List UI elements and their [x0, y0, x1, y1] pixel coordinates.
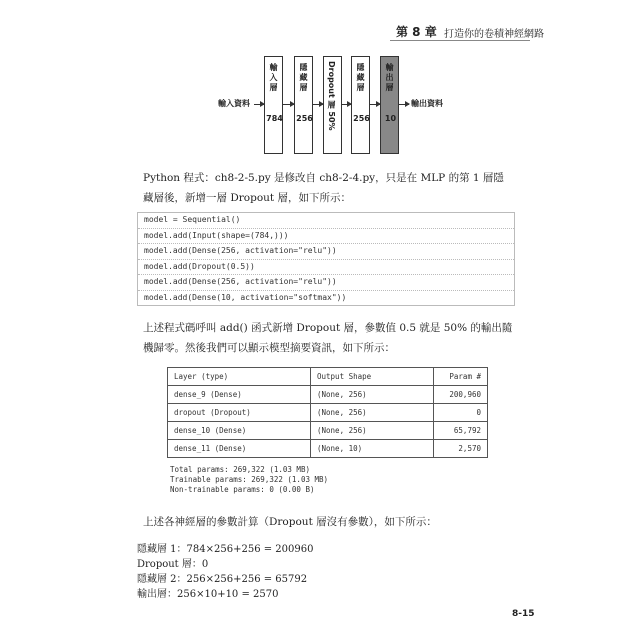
table-header-row — [168, 368, 488, 386]
model-summary-table — [167, 367, 488, 458]
hidden-layer-1-box — [294, 56, 313, 154]
code-block — [137, 212, 515, 306]
layer-arrow — [313, 104, 323, 105]
table-row — [168, 422, 488, 440]
table-cell: (None, 256) — [311, 404, 434, 422]
table-cell: dense_9 (Dense) — [168, 386, 311, 404]
code-line: model.add(Dense(256, activation="relu")) — [138, 244, 514, 260]
trainable-params: Trainable params: 269,322 (1.03 MB) — [170, 475, 329, 484]
table-row — [168, 386, 488, 404]
layer-arrow — [342, 104, 351, 105]
calc-line: 隱藏層 2：256×256+256 = 65792 — [137, 574, 308, 585]
paragraph-params: 上述各神經層的參數計算（Dropout 層沒有參數），如下所示： — [143, 516, 437, 528]
dropout-layer-box — [323, 56, 342, 154]
table-cell: 0 — [434, 404, 488, 422]
table-row — [168, 404, 488, 422]
code-line: model.add(Dense(256, activation="relu")) — [138, 275, 514, 291]
input-data-label: 輸入資料 — [218, 99, 250, 108]
network-diagram — [200, 56, 500, 156]
paragraph-intro: Python 程式：ch8-2-5.py 是修改自 ch8-2-4.py，只是在 MLP 的第 1 層隱藏層後，新增一層 Dropout 層，如下所示： — [143, 172, 504, 204]
output-arrow — [399, 104, 409, 105]
non-trainable-params: Non-trainable params: 0 (0.00 B) — [170, 485, 315, 494]
table-cell: 2,570 — [434, 440, 488, 458]
table-row — [168, 440, 488, 458]
hidden-layer-2-box — [351, 56, 370, 154]
layer-name: 隱 藏 層 — [299, 63, 308, 92]
header-rule — [390, 40, 530, 41]
output-data-label: 輸出資料 — [411, 99, 443, 108]
chapter-title: 打造你的卷積神經網路 — [444, 29, 544, 40]
calc-line: Dropout 層：0 — [137, 559, 209, 570]
table-cell: 200,960 — [434, 386, 488, 404]
table-cell: (None, 10) — [311, 440, 434, 458]
input-arrow — [254, 104, 264, 105]
calc-line: 輸出層：256×10+10 = 2570 — [137, 589, 279, 600]
layer-size: 256 — [296, 114, 313, 123]
column-header: Param # — [434, 368, 488, 386]
table-cell: (None, 256) — [311, 422, 434, 440]
code-line: model = Sequential() — [138, 213, 514, 229]
code-line: model.add(Dropout(0.5)) — [138, 260, 514, 276]
layer-name: 輸 出 層 — [385, 63, 394, 92]
column-header: Layer (type) — [168, 368, 311, 386]
layer-name: Dropout 層 50% — [327, 61, 336, 131]
output-layer-box — [380, 56, 399, 154]
chapter-label: 第 8 章 — [396, 25, 437, 39]
table-cell: dense_11 (Dense) — [168, 440, 311, 458]
table-cell: dense_10 (Dense) — [168, 422, 311, 440]
layer-name: 隱 藏 層 — [356, 63, 365, 92]
table-cell: dropout (Dropout) — [168, 404, 311, 422]
input-layer-box — [264, 56, 283, 154]
calc-line: 隱藏層 1：784×256+256 = 200960 — [137, 544, 314, 555]
layer-arrow — [283, 104, 294, 105]
table-cell: (None, 256) — [311, 386, 434, 404]
layer-size: 784 — [266, 114, 283, 123]
column-header: Output Shape — [311, 368, 434, 386]
params-totals — [170, 465, 328, 495]
code-line: model.add(Input(shape=(784,))) — [138, 229, 514, 245]
table-cell: 65,792 — [434, 422, 488, 440]
page-number: 8-15 — [512, 609, 535, 619]
code-line: model.add(Dense(10, activation="softmax")) — [144, 292, 347, 302]
page-header — [0, 22, 640, 44]
layer-size: 10 — [384, 114, 397, 123]
layer-size: 256 — [353, 114, 370, 123]
paragraph-dropout: 上述程式碼呼叫 add() 函式新增 Dropout 層，參數值 0.5 就是 50% 的輸出隨機歸零。然後我們可以顯示模型摘要資訊，如下所示： — [143, 322, 513, 354]
total-params: Total params: 269,322 (1.03 MB) — [170, 465, 310, 474]
layer-arrow — [370, 104, 380, 105]
layer-name: 輸 入 層 — [269, 63, 278, 92]
